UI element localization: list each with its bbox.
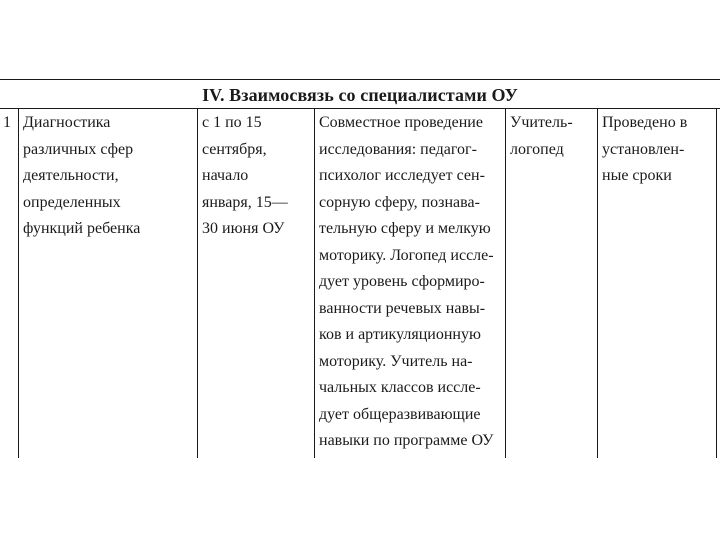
content-line: ков и артикуляционную bbox=[319, 326, 481, 343]
content-line: ванности речевых навы- bbox=[319, 299, 486, 317]
content-line: чальных классов иссле- bbox=[319, 379, 481, 396]
row-number: 1 bbox=[3, 114, 11, 131]
subject-line: деятельности, bbox=[23, 167, 119, 184]
content-line: тельную сферу и мелкую bbox=[319, 220, 491, 237]
content-line: психолог исследует сен- bbox=[319, 167, 485, 184]
period-line: 30 июня ОУ bbox=[202, 220, 285, 237]
content-line: дует уровень сформиро- bbox=[319, 273, 485, 290]
content-line: навыки по программе ОУ bbox=[319, 432, 494, 449]
status-line: ные сроки bbox=[602, 167, 672, 184]
content-line: сорную сферу, познава- bbox=[319, 193, 480, 211]
period-line: начало bbox=[202, 167, 249, 184]
period-line: сентября, bbox=[202, 140, 267, 158]
period-line: с 1 по 15 bbox=[202, 114, 262, 131]
section-title: IV. Взаимосвязь со специалистами ОУ bbox=[202, 85, 518, 105]
period-line: января, 15— bbox=[202, 193, 288, 211]
responsible-line: Учитель- bbox=[510, 114, 573, 131]
column-divider-6 bbox=[716, 109, 717, 458]
column-divider-4 bbox=[505, 109, 506, 458]
responsible-cell bbox=[510, 110, 573, 163]
period-cell bbox=[202, 110, 288, 243]
column-divider-3 bbox=[314, 109, 315, 458]
column-divider-1 bbox=[18, 109, 19, 458]
responsible-line: логопед bbox=[510, 140, 564, 158]
content-line: исследования: педагог- bbox=[319, 140, 477, 158]
subject-cell bbox=[23, 110, 140, 243]
status-cell bbox=[602, 110, 687, 190]
subject-line: Диагностика bbox=[23, 114, 111, 131]
subject-line: определенных bbox=[23, 193, 121, 211]
status-line: установлен- bbox=[602, 140, 685, 158]
content-line: моторику. Логопед иссле- bbox=[319, 246, 494, 264]
status-line: Проведено в bbox=[602, 114, 688, 131]
content-line: дует общеразвивающие bbox=[319, 405, 481, 423]
column-divider-5 bbox=[597, 109, 598, 458]
subject-line: функций ребенка bbox=[23, 220, 141, 237]
column-divider-2 bbox=[197, 109, 198, 458]
content-line: моторику. Учитель на- bbox=[319, 352, 473, 370]
row-number-cell bbox=[3, 110, 11, 137]
subject-line: различных сфер bbox=[23, 140, 134, 158]
content-line: Совместное проведение bbox=[319, 114, 483, 131]
content-cell bbox=[319, 110, 494, 455]
